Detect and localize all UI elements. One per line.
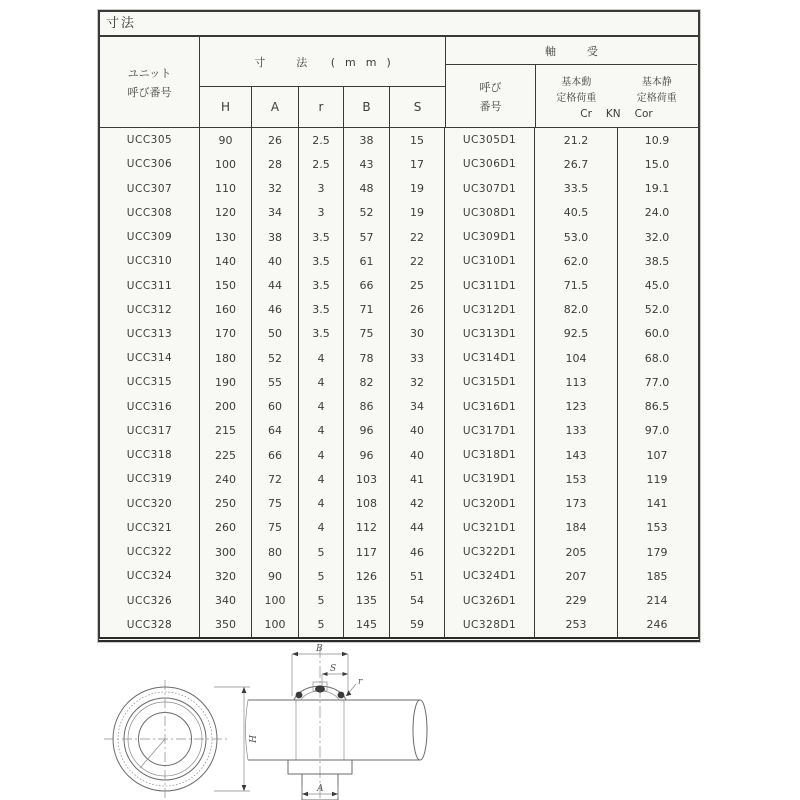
kn-label: KN [605,107,621,120]
table-row [100,540,698,564]
static-load-header [637,73,677,104]
cell-a: 28 [252,152,299,176]
cell-s: 34 [390,395,445,419]
cell-unit: UCC315 [100,370,200,394]
cell-s: 32 [390,370,445,394]
cell-brg: UC319D1 [445,467,535,491]
cell-h: 150 [200,273,252,297]
spec-table-frame [98,10,700,642]
cell-s: 40 [390,443,445,467]
cell-r: 3 [299,201,344,225]
cell-cr: 82.0 [535,298,618,322]
bearing-unit-drawings [0,642,800,800]
cell-b: 82 [344,370,390,394]
static-load-line2: 定格荷重 [636,92,677,104]
cell-s: 26 [390,298,445,322]
table-title: 寸法 [100,12,698,37]
table-row [100,152,698,176]
header-unit-line1: ユニット [127,66,172,80]
cell-h: 130 [200,225,252,249]
cell-r: 5 [299,540,344,564]
cell-cor: 45.0 [644,279,670,293]
cell-a: 75 [252,492,299,516]
cell-r: 3.5 [299,298,344,322]
cell-r: 4 [299,443,344,467]
cell-cr: 205 [535,540,618,564]
cell-b: 78 [344,346,390,370]
cell-brg: UC309D1 [445,225,535,249]
cell-h: 340 [200,588,252,612]
cell-h: 110 [200,176,252,200]
cell-cr: 71.5 [535,273,618,297]
column-header-r: r [299,87,344,127]
column-header-bearing-number [446,65,536,127]
cell-s: 15 [390,128,445,152]
cell-s: 51 [390,564,445,588]
cell-b: 112 [344,516,390,540]
cell-a: 26 [252,128,299,152]
cell-s: 17 [390,152,445,176]
cell-brg: UC308D1 [445,201,535,225]
cell-s: 19 [390,201,445,225]
cell-unit: UCC328 [100,613,200,637]
dim-label-H: H [246,735,256,743]
header-unit-number [100,37,200,127]
cell-r: 2.5 [299,128,344,152]
cell-s: 46 [390,540,445,564]
cell-h: 180 [200,346,252,370]
table-row [100,588,698,612]
column-header-S: S [413,100,422,114]
table-row [100,346,698,370]
cell-brg: UC312D1 [445,298,535,322]
cell-b: 117 [344,540,390,564]
cell-s: 40 [390,419,445,443]
cell-cr: 40.5 [535,201,618,225]
column-header-A: A [252,87,299,127]
cell-cr: 33.5 [535,176,618,200]
cell-cor: 214 [646,594,668,608]
cell-b: 96 [344,419,390,443]
cell-b: 135 [344,588,390,612]
cell-s: 19 [390,176,445,200]
cell-cor: 141 [646,497,668,511]
cell-brg: UC318D1 [445,443,535,467]
cell-s: 59 [390,613,445,637]
cell-a: 34 [252,201,299,225]
cell-cr: 207 [535,564,618,588]
cell-a: 100 [252,613,299,637]
cell-r: 3.5 [299,225,344,249]
cell-brg: UC326D1 [445,588,535,612]
cell-unit: UCC322 [100,540,200,564]
table-row [100,467,698,491]
dynamic-load-line1: 基本動 [561,76,592,88]
cell-brg: UC328D1 [445,613,535,637]
header-dimensions-group [200,37,446,127]
cell-s: 25 [390,273,445,297]
cell-r: 5 [299,613,344,637]
cell-h: 120 [200,201,252,225]
cell-b: 96 [344,443,390,467]
cell-cor: 52.0 [644,303,670,317]
cell-cr: 21.2 [535,128,618,152]
cell-cor: 32.0 [644,230,670,244]
cell-cr: 104 [535,346,618,370]
cell-h: 140 [200,249,252,273]
cell-r: 3.5 [299,322,344,346]
cell-cor: 38.5 [644,254,670,268]
cell-cor: 15.0 [644,157,670,171]
cell-s: 33 [390,346,445,370]
cell-brg: UC324D1 [445,564,535,588]
cell-h: 170 [200,322,252,346]
cell-a: 50 [252,322,299,346]
dynamic-load-line2: 定格荷重 [556,92,597,104]
cell-unit: UCC307 [100,176,200,200]
cell-unit: UCC314 [100,346,200,370]
cell-b: 108 [344,492,390,516]
cell-a: 66 [252,443,299,467]
cell-unit: UCC310 [100,249,200,273]
cell-h: 90 [200,128,252,152]
front-view-drawing [104,680,256,798]
cell-unit: UCC309 [100,225,200,249]
cell-cor: 19.1 [644,182,670,196]
cell-b: 126 [344,564,390,588]
cell-brg: UC314D1 [445,346,535,370]
cell-a: 72 [252,467,299,491]
cell-brg: UC307D1 [445,176,535,200]
cell-a: 46 [252,298,299,322]
cell-r: 4 [299,395,344,419]
table-row [100,298,698,322]
cell-unit: UCC319 [100,467,200,491]
cell-h: 240 [200,467,252,491]
dim-label-S: S [330,664,337,674]
header-dimension-columns [200,87,445,127]
cell-cor: 77.0 [644,375,670,389]
cell-a: 32 [252,176,299,200]
cell-b: 103 [344,467,390,491]
cell-r: 3 [299,176,344,200]
cell-a: 100 [252,588,299,612]
cell-brg: UC306D1 [445,152,535,176]
cell-b: 57 [344,225,390,249]
bearing-no-line1: 呼び [479,80,502,94]
cell-h: 350 [200,613,252,637]
cell-cr: 133 [535,419,618,443]
cell-cor: 179 [646,545,668,559]
table-row [100,492,698,516]
cell-brg: UC322D1 [445,540,535,564]
cell-h: 300 [200,540,252,564]
cell-cr: 113 [535,370,618,394]
cell-cr: 229 [535,588,618,612]
cell-cr: 26.7 [535,152,618,176]
cell-h: 190 [200,370,252,394]
cell-h: 215 [200,419,252,443]
cell-cor: 68.0 [644,351,670,365]
cell-a: 44 [252,273,299,297]
cell-s: 44 [390,516,445,540]
cell-h: 160 [200,298,252,322]
cell-unit: UCC311 [100,273,200,297]
cell-unit: UCC306 [100,152,200,176]
cell-unit: UCC316 [100,395,200,419]
cell-brg: UC315D1 [445,370,535,394]
cell-b: 48 [344,176,390,200]
table-row [100,419,698,443]
cell-a: 40 [252,249,299,273]
cell-r: 2.5 [299,152,344,176]
cell-r: 5 [299,564,344,588]
table-row [100,201,698,225]
cell-cor: 86.5 [644,400,670,414]
cell-unit: UCC313 [100,322,200,346]
cell-r: 5 [299,588,344,612]
dynamic-load-header [556,73,596,104]
cell-b: 61 [344,249,390,273]
cell-b: 145 [344,613,390,637]
cell-h: 200 [200,395,252,419]
cell-b: 86 [344,395,390,419]
cell-unit: UCC324 [100,564,200,588]
cell-unit: UCC318 [100,443,200,467]
table-row [100,176,698,200]
cell-r: 4 [299,419,344,443]
cell-brg: UC317D1 [445,419,535,443]
cell-b: 38 [344,128,390,152]
header-unit-line2: 呼び番号 [127,85,172,99]
dim-label-B: B [316,644,323,654]
cell-cor: 10.9 [644,133,670,147]
table-body [100,128,698,637]
cell-cor: 185 [646,569,668,583]
cell-a: 38 [252,225,299,249]
cell-unit: UCC317 [100,419,200,443]
cell-a: 90 [252,564,299,588]
cell-a: 75 [252,516,299,540]
cell-s: 42 [390,492,445,516]
static-load-line1: 基本静 [641,76,672,88]
cell-r: 4 [299,346,344,370]
table-row [100,370,698,394]
cell-cor: 97.0 [644,424,670,438]
cell-brg: UC313D1 [445,322,535,346]
column-header-B: B [344,87,390,127]
cell-h: 250 [200,492,252,516]
cell-a: 60 [252,395,299,419]
cr-label: Cr [580,107,592,120]
column-header-H: H [200,87,252,127]
cell-unit: UCC321 [100,516,200,540]
table-row [100,613,698,637]
cell-r: 4 [299,467,344,491]
cell-b: 75 [344,322,390,346]
cell-b: 66 [344,273,390,297]
table-row [100,128,698,152]
cell-h: 260 [200,516,252,540]
cell-cr: 53.0 [535,225,618,249]
bearing-no-line2: 番号 [479,99,502,113]
cell-cr: 253 [535,613,618,637]
cell-s: 41 [390,467,445,491]
header-bearing-group [446,37,697,127]
cell-s: 22 [390,225,445,249]
table-row [100,395,698,419]
table-row [100,249,698,273]
column-header-load-ratings [536,65,697,127]
load-units-row [536,108,697,120]
cell-cor: 246 [646,618,668,632]
table-row [100,322,698,346]
cell-s: 22 [390,249,445,273]
header-bearing-columns [446,65,697,127]
cell-r: 3.5 [299,273,344,297]
cell-a: 64 [252,419,299,443]
cell-h: 320 [200,564,252,588]
cell-unit: UCC320 [100,492,200,516]
cell-a: 52 [252,346,299,370]
cell-cr: 123 [535,395,618,419]
header-bearing-title: 軸 受 [446,37,697,65]
cell-s: 30 [390,322,445,346]
cell-cor: 153 [646,521,668,535]
cell-a: 80 [252,540,299,564]
cell-cr: 143 [535,443,618,467]
cell-cr: 184 [535,516,618,540]
cell-h: 100 [200,152,252,176]
cell-r: 4 [299,370,344,394]
cell-cr: 173 [535,492,618,516]
cell-cor: 107 [646,448,668,462]
cell-r: 4 [299,492,344,516]
dim-label-A: A [317,784,324,794]
cell-unit: UCC326 [100,588,200,612]
cell-brg: UC310D1 [445,249,535,273]
cell-cr: 62.0 [535,249,618,273]
cell-unit: UCC308 [100,201,200,225]
cell-a: 55 [252,370,299,394]
cell-brg: UC321D1 [445,516,535,540]
section-view-drawing [246,644,428,800]
cell-cor: 60.0 [644,327,670,341]
table-row [100,225,698,249]
cor-label: Cor [634,107,653,120]
table-row [100,516,698,540]
cell-h: 225 [200,443,252,467]
cell-cor: 119 [646,472,668,486]
cell-unit: UCC305 [100,128,200,152]
dim-label-r: r [358,677,363,687]
table-row [100,443,698,467]
cell-cor: 24.0 [644,206,670,220]
cell-s: 54 [390,588,445,612]
cell-b: 43 [344,152,390,176]
cell-b: 71 [344,298,390,322]
cell-b: 52 [344,201,390,225]
cell-brg: UC320D1 [445,492,535,516]
table-header [100,37,698,128]
cell-brg: UC311D1 [445,273,535,297]
cell-cr: 153 [535,467,618,491]
cell-cr: 92.5 [535,322,618,346]
header-dimensions-title: 寸 法 (mm) [200,37,445,87]
cell-unit: UCC312 [100,298,200,322]
cell-brg: UC305D1 [445,128,535,152]
cell-brg: UC316D1 [445,395,535,419]
cell-r: 3.5 [299,249,344,273]
table-row [100,564,698,588]
cell-r: 4 [299,516,344,540]
table-row [100,273,698,297]
